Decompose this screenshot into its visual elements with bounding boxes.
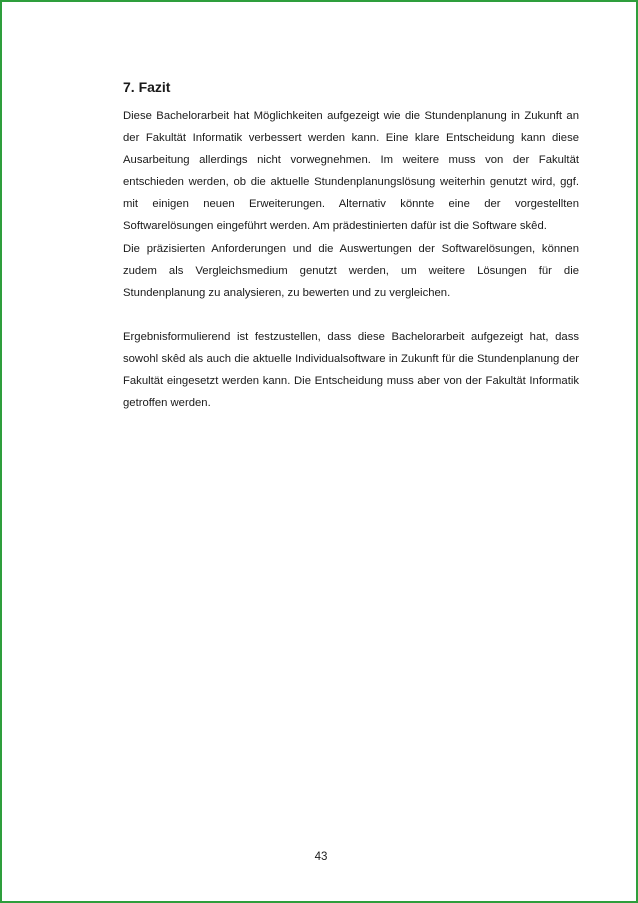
paragraph-3: Ergebnisformulierend ist festzustellen, dass diese Bachelorarbeit aufgezeigt hat, dass sowohl skêd als auch die aktuelle Individualsoftware in Zukunft für die Stundenplanung der Fakultät eingesetzt werden kann. Die Entscheidung muss aber von der Fakultät Informatik getroffen werden. xyxy=(123,330,579,410)
paragraph-2: Die präzisierten Anforderungen und die Auswertungen der Softwarelösungen, können zudem als Vergleichsmedium genutzt werden, um weitere Lösungen für die Stundenplanung zu analysieren, zu bewerten und zu vergleichen. xyxy=(123,242,579,299)
section-heading: 7. Fazit xyxy=(123,79,171,95)
document-body xyxy=(123,78,579,414)
paragraph-spacer xyxy=(123,304,579,326)
page-number: 43 xyxy=(314,851,328,863)
paragraph-1: Diese Bachelorarbeit hat Möglichkeiten aufgezeigt wie die Stundenplanung in Zukunft an der Fakultät Informatik verbessert werden kann. Eine klare Entscheidung kann diese Ausarbeitung allerdings nicht vorwegnehmen. Im weitere muss von der Fakultät entschieden werden, ob die aktuelle Stundenplanungslösung weiterhin genutzt wird, ggf. mit einigen neuen Erweiterungen. Alternativ könnte eine der vorgestellten Softwarelösungen eingeführt werden. Am prädestinierten dafür ist die Software skêd. xyxy=(123,110,579,233)
